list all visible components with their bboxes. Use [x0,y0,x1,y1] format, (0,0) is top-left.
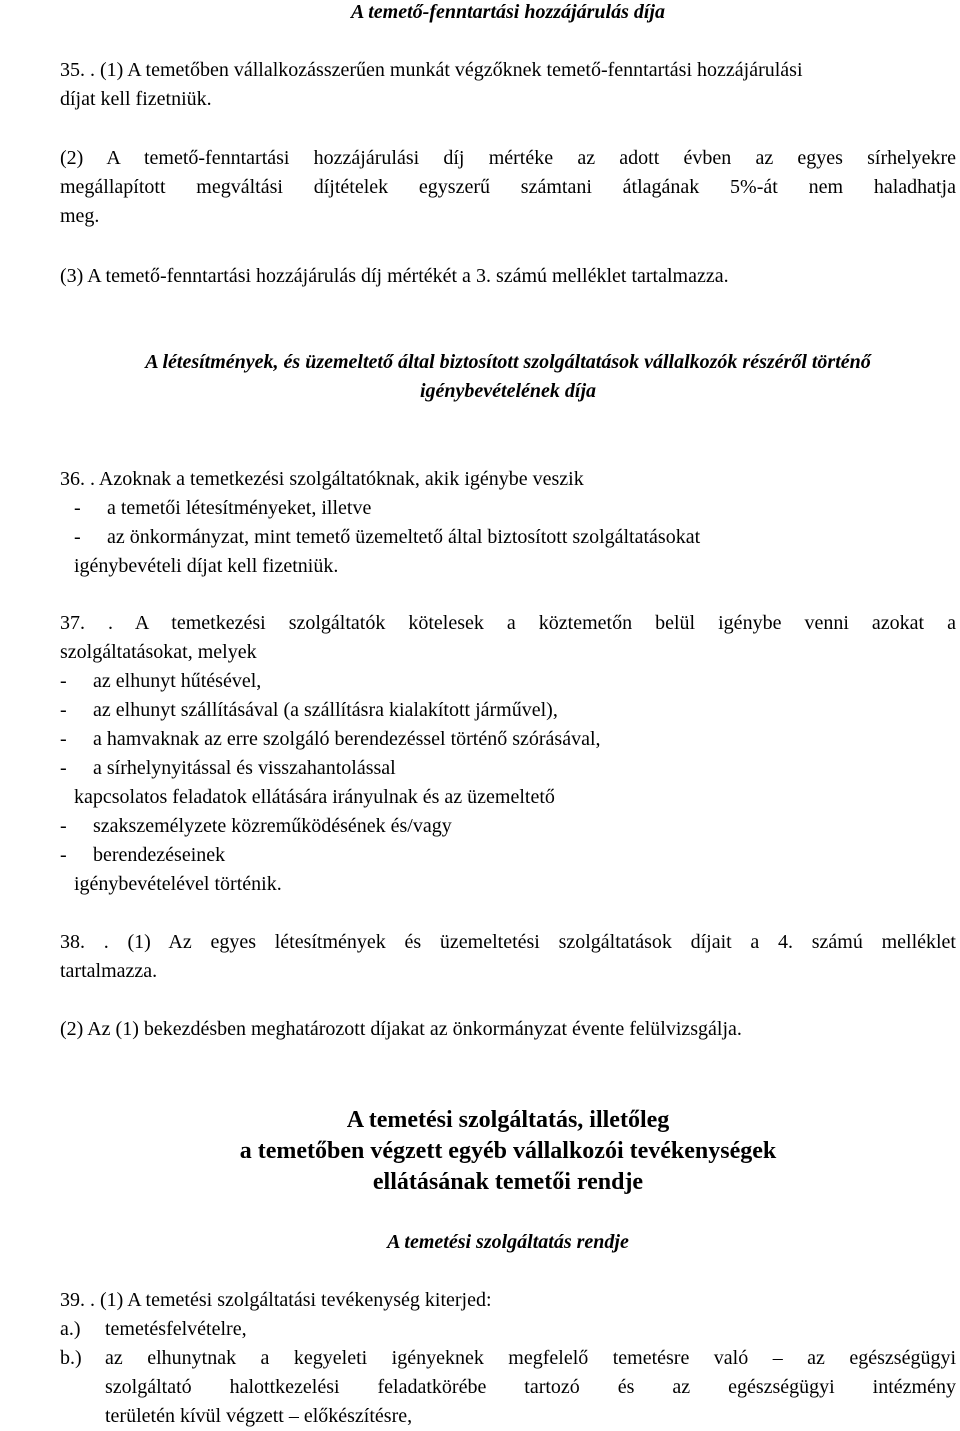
dash-marker: - [60,844,67,866]
text-line: 36. . Azoknak a temetkezési szolgáltatóknak, akik igénybe veszik [60,468,584,490]
section-title-line: A temetési szolgáltatás, illetőleg [346,1107,670,1133]
text-line: kapcsolatos feladatok ellátására irányulnak és az üzemeltető [74,786,555,808]
section-title-line: ellátásának temetői rendje [372,1169,644,1195]
text-line: területén kívül végzett – előkészítésre, [105,1405,413,1427]
list-item [60,667,956,696]
list-item-text: a sírhelynyitással és visszahantolással [93,757,396,779]
list-item-text: temetésfelvételre, [105,1318,247,1340]
list-item-text: berendezéseinek [93,844,226,866]
text-line: az elhunytnak a kegyeleti igényeknek megfelelő temetésre való – az egészségügyi [105,1347,956,1369]
list-item-text: az elhunyt szállításával (a szállításra kialakított járművel), [93,699,558,721]
section-subtitle-text: A temetési szolgáltatás rendje [387,1231,629,1253]
text-line: 37. . A temetkezési szolgáltatók kötelesek a köztemetőn belül igénybe venni azokat a [60,612,956,634]
text-line: (2) Az (1) bekezdésben meghatározott díjakat az önkormányzat évente felülvizsgálja. [60,1018,742,1040]
section-title-facilities [60,348,956,406]
text-line: díjat kell fizetniük. [60,88,212,110]
list-item [60,812,956,841]
section-title-funeral-order [60,1105,956,1198]
text-line: igénybevételi díjat kell fizetniük. [74,555,339,577]
text-line: 38. . (1) Az egyes létesítmények és üzemeltetési szolgáltatások díjait a 4. számú melléklet [60,931,956,953]
text-line: (3) A temető-fenntartási hozzájárulás díj mértékét a 3. számú melléklet tartalmazza. [60,265,729,287]
dash-marker: - [74,497,81,519]
section-title-fee [60,0,956,27]
section-title-line: igénybevételének díja [419,380,597,402]
paragraph-35-3 [60,262,956,291]
dash-marker: - [60,815,67,837]
list-item-text: az elhunyt hűtésével, [93,670,262,692]
dash-marker: - [74,526,81,548]
list-item [60,523,956,552]
list-item-text: a temetői létesítményeket, illetve [107,497,372,519]
dash-marker: - [60,757,67,779]
list-label: b.) [60,1347,82,1369]
paragraph-38-1 [60,928,956,986]
text-line: megállapított megváltási díjtételek egyszerű számtani átlagának 5%-át nem haladhatja [60,176,956,198]
list-item-text: a hamvaknak az erre szolgáló berendezéssel történő szórásával, [93,728,601,750]
list-item [60,754,956,783]
text-line: szolgáltatásokat, melyek [60,641,257,663]
text-line: 35. . (1) A temetőben vállalkozásszerűen munkát végzőknek temető-fenntartási hozzájárulási [60,59,803,81]
paragraph-39 [60,1286,956,1431]
list-label: a.) [60,1318,81,1340]
paragraph-35-1 [60,56,956,114]
dash-marker: - [60,670,67,692]
list-item-text [105,1344,956,1431]
section-title-line: a temetőben végzett egyéb vállalkozói tevékenységek [239,1138,777,1164]
list-item [60,494,956,523]
list-item [60,696,956,725]
dash-marker: - [60,728,67,750]
list-item-text: az önkormányzat, mint temető üzemeltető által biztosított szolgáltatásokat [107,526,701,548]
text-line: meg. [60,205,100,227]
dash-marker: - [60,699,67,721]
text-line: 39. . (1) A temetési szolgáltatási tevékenység kiterjed: [60,1289,492,1311]
paragraph-38-2 [60,1015,956,1044]
paragraph-35-2 [60,144,956,231]
list-item [60,725,956,754]
paragraph-36 [60,465,956,581]
text-line: igénybevételével történik. [74,873,282,895]
section-title-line: A létesítmények, és üzemeltető által biztosított szolgáltatások vállalkozók részéről történő [145,351,871,373]
list-item-text: szakszemélyzete közreműködésének és/vagy [93,815,452,837]
text-line: (2) A temető-fenntartási hozzájárulási díj mértéke az adott évben az egyes sírhelyekre [60,147,956,169]
list-item-b [60,1344,956,1431]
paragraph-37 [60,609,956,899]
section-title-text: A temető-fenntartási hozzájárulás díja [351,1,665,23]
text-line: szolgáltató halottkezelési feladatkörébe tartozó és az egészségügyi intézmény [105,1376,956,1398]
section-subtitle [60,1228,956,1257]
text-line: tartalmazza. [60,960,158,982]
list-item [60,841,956,870]
list-item-a [60,1315,956,1344]
